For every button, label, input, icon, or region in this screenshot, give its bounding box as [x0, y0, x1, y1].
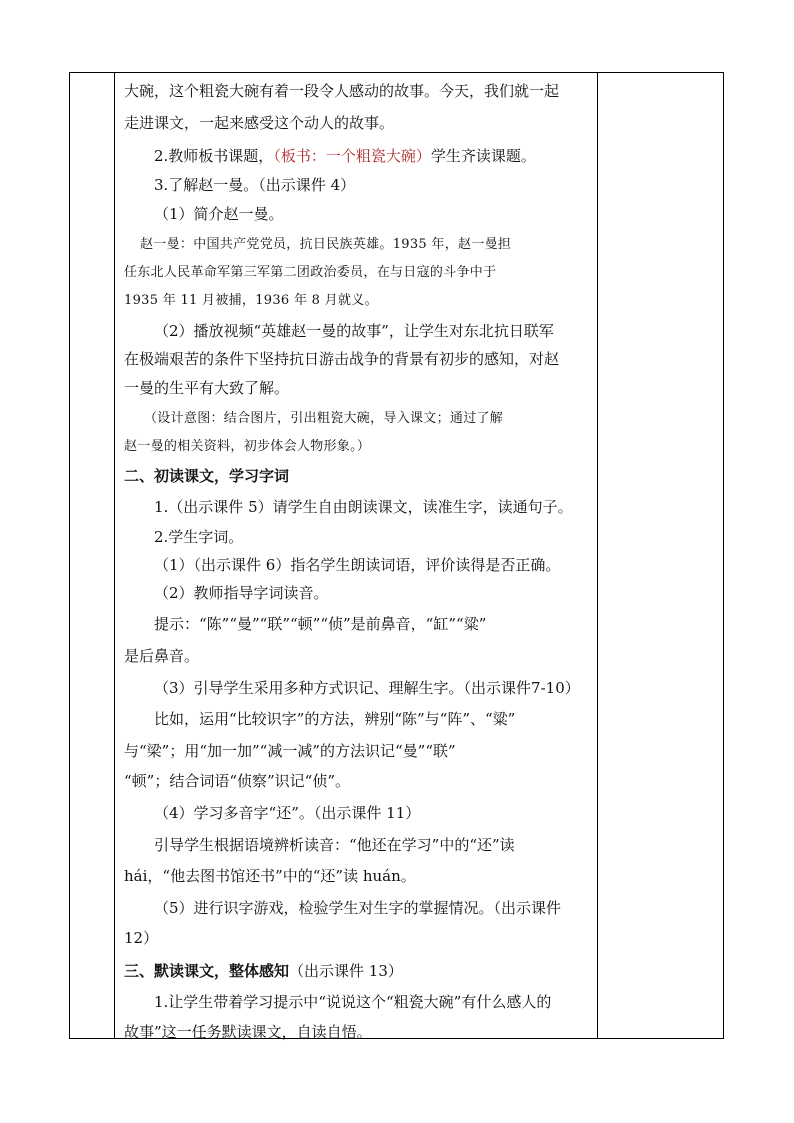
text-line: 1935 年 11 月被捕，1936 年 8 月就义。 [124, 293, 378, 308]
text-line: 比如，运用“比较识字”的方法，辨别“陈”与“阵”、“粱” [154, 710, 516, 728]
text-line: （5）进行识字游戏，检验学生对生字的掌握情况。（出示课件 [154, 899, 562, 917]
text-line: “顿”；结合词语“侦察”识记“侦”。 [124, 772, 351, 790]
text-line: 3.了解赵一曼。（出示课件 4） [154, 176, 356, 194]
notes-column-cell [597, 73, 723, 1038]
table-divider-left [114, 73, 115, 1038]
text-line: （2）播放视频“英雄赵一曼的故事”，让学生对东北抗日联军 [154, 322, 554, 340]
text-line: 故事”这一任务默读课文，自读自悟。 [124, 1023, 372, 1041]
left-margin-cell [70, 73, 114, 1038]
text-line: （1）（出示课件 6）指名学生朗读词语，评价读得是否正确。 [154, 556, 561, 574]
text-line: 提示：“陈”“曼”“联”“顿”“侦”是前鼻音，“缸”“粱” [154, 615, 487, 633]
text-line: 在极端艰苦的条件下坚持抗日游击战争的背景有初步的感知，对赵 [124, 350, 560, 368]
text-line: 与“梁”；用“加一加”“减一减”的方法识记“曼”“联” [124, 742, 456, 760]
text-line: hái，“他去图书馆还书”中的“还”读 huán。 [124, 867, 416, 885]
text-line: 走进课文，一起来感受这个动人的故事。 [124, 114, 395, 132]
lesson-plan-table [69, 72, 724, 1039]
section-heading: 二、初读课文，学习字词 [124, 467, 290, 485]
text-line: 引导学生根据语境辨析读音：“他还在学习”中的“还”读 [154, 836, 515, 854]
text-line: 一曼的生平有大致了解。 [124, 379, 290, 397]
text-line: （1）简介赵一曼。 [154, 205, 284, 223]
text-line: （2）教师指导字词读音。 [154, 584, 329, 602]
text-line: 赵一曼：中国共产党党员，抗日民族英雄。1935 年，赵一曼担 [140, 237, 512, 252]
text-line: 是后鼻音。 [124, 647, 200, 665]
text-line: 大碗，这个粗瓷大碗有着一段令人感动的故事。今天，我们就一起 [124, 82, 560, 100]
text-line: （4）学习多音字“还”。（出示课件 11） [154, 804, 421, 822]
text-line: 2.学生字词。 [154, 528, 244, 546]
section-heading: 三、默读课文，整体感知（出示课件 13） [124, 962, 403, 980]
design-intent-line: 赵一曼的相关资料，初步体会人物形象。） [124, 439, 371, 454]
design-intent-line: （设计意图：结合图片，引出粗瓷大碗，导入课文；通过了解 [144, 411, 504, 426]
blackboard-title: （板书：一个粗瓷大碗） [273, 147, 431, 165]
text-line: （3）引导学生采用多种方式识记、理解生字。（出示课件7-10） [154, 679, 580, 697]
text-line: 12） [124, 929, 159, 947]
text-line: 1.让学生带着学习提示中“说说这个“粗瓷大碗”有什么感人的 [154, 993, 552, 1011]
text-line: 任东北人民革命军第三军第二团政治委员，在与日寇的斗争中于 [124, 265, 497, 280]
text-line: 2.教师板书课题，（板书：一个粗瓷大碗）学生齐读课题。 [154, 147, 536, 165]
text-line: 1.（出示课件 5）请学生自由朗读课文，读准生字，读通句子。 [154, 498, 573, 516]
